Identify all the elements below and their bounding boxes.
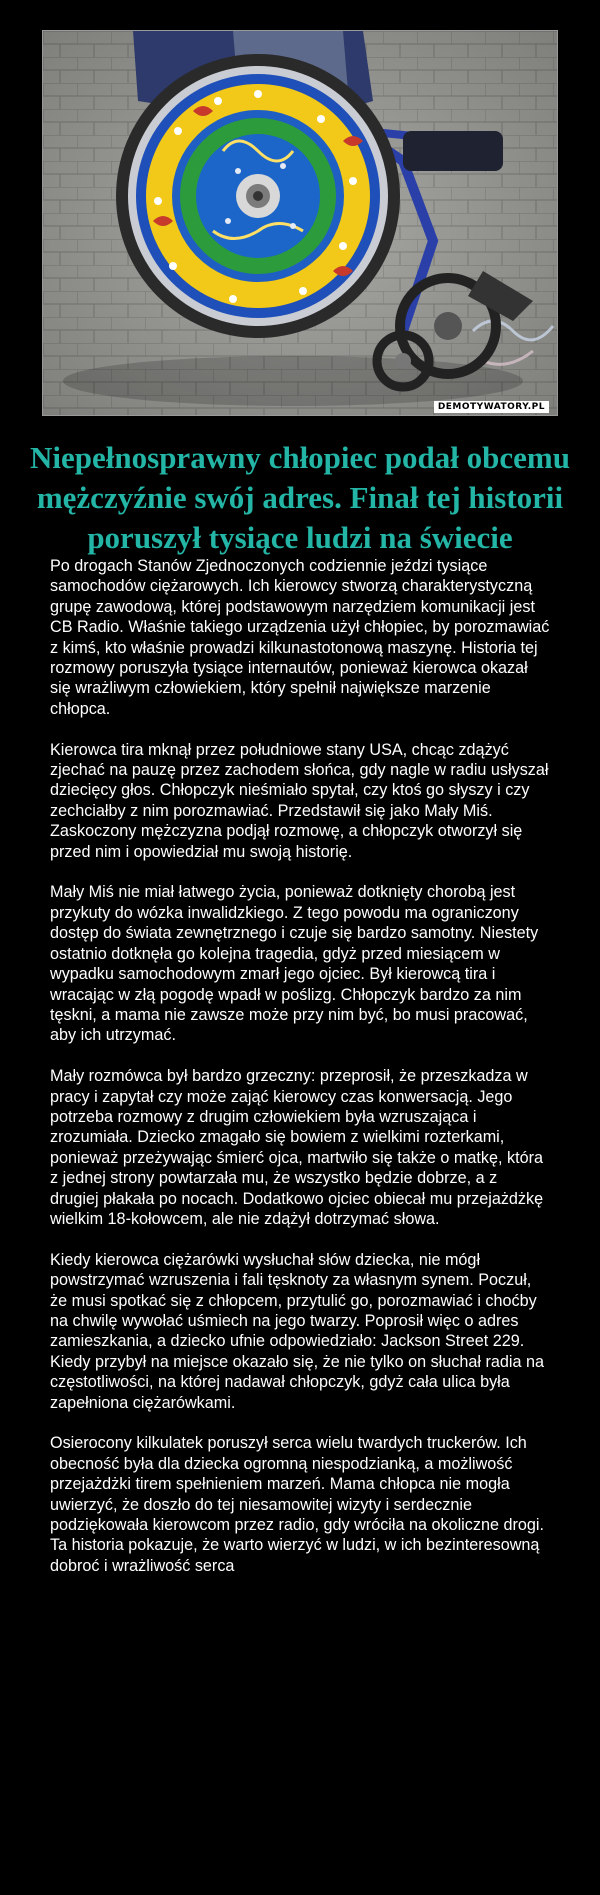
article-paragraph: Po drogach Stanów Zjednoczonych codziennie jeździ tysiące samochodów ciężarowych. Ich kierowcy stworzą charakterystyczną grupę zawodową, której podstawowym narzędziem komunikacji jest CB Radio. Właśnie takiego urządzenia użył chłopiec, by porozmawiać z kimś, kto właśnie prowadzi kilkunastotonową maszynę. Historia tej rozmowy poruszyła tysiące internautów, ponieważ kierowca okazał się wrażliwym człowiekiem, który spełnił największe marzenie chłopca. <box>50 557 550 718</box>
wheelchair-illustration <box>43 31 557 415</box>
article-body <box>50 556 550 1597</box>
wheelchair-photo <box>42 30 558 416</box>
headline: Niepełnosprawny chłopiec podał obcemu mężczyźnie swój adres. Finał tej historii poruszył tysiące ludzi na świecie <box>30 440 570 555</box>
article-paragraph: Kierowca tira mknął przez południowe stany USA, chcąc zdążyć zjechać na pauzę przez zachodem słońca, gdy nagle w radiu usłyszał dziecięcy głos. Chłopczyk nieśmiało spytał, czy ktoś go słyszy i czy zechciałby z nim porozmawiać. Przedstawił się jako Mały Miś. Zaskoczony mężczyzna podjął rozmowę, a chłopczyk otworzył się przed nim i opowiedział mu swoją historię. <box>50 740 549 861</box>
article-paragraph: Osierocony kilkulatek poruszył serca wielu twardych truckerów. Ich obecność była dla dziecka ogromną niespodzianką, a możliwość przejażdżki tirem spełnieniem marzeń. Mama chłopca nie mogła uwierzyć, że doszło do tej niesamowitej wizyty i serdecznie podziękowała kierowcom przez radio, gdy wróciła na okoliczne drogi. Ta historia pokazuje, że warto wierzyć w ludzi, w ich bezinteresowną dobroć i wrażliwość serca <box>50 1434 544 1575</box>
article-paragraph: Mały Miś nie miał łatwego życia, ponieważ dotknięty chorobą jest przykuty do wózka inwalidzkiego. Z tego powodu ma ograniczony dostęp do świata zewnętrznego i czuje się bardzo samotny. Niestety ostatnio dotknęła go kolejna tragedia, gdyż przed miesiącem w wypadku samochodowym zmarł jego ojciec. Był kierowcą tira i wracając w złą pogodę wpadł w poślizg. Chłopczyk bardzo za nim tęskni, a mama nie zawsze może przy nim być, bo musi pracować, aby ich utrzymać. <box>50 883 539 1045</box>
article-paragraph: Mały rozmówca był bardzo grzeczny: przeprosił, że przeszkadza w pracy i zapytał czy może zająć kierowcy czas konwersacją. Jego potrzeba rozmowy z drugim człowiekiem była wzruszająca i zrozumiała. Dziecko zmagało się bowiem z wielkimi rozterkami, ponieważ przeżywając śmierć ojca, martwiło się także o matkę, która z jednej strony powtarzała mu, że wszystko będzie dobrze, a z drugiej płakała po nocach. Dodatkowo ojciec obiecał mu przejażdżkę wielkim 18-kołowcem, ale nie zdążył dotrzymać słowa. <box>50 1067 544 1228</box>
watermark: DEMOTYWATORY.PL <box>434 401 549 413</box>
article-paragraph: Kiedy kierowca ciężarówki wysłuchał słów dziecka, nie mógł powstrzymać wzruszenia i fali tęsknoty za własnym synem. Poczuł, że musi spotkać się z chłopcem, przytulić go, porozmawiać i choćby na chwilę wywołać uśmiech na jego twarzy. Poprosił więc o adres zamieszkania, a dziecko ufnie odpowiedziało: Jackson Street 229. Kiedy przybył na miejsce okazało się, że nie tylko on słuchał radia na częstotliwości, na której nadawał chłopczyk, gdyż cała ulica była zapełniona ciężarówkami. <box>50 1250 544 1412</box>
